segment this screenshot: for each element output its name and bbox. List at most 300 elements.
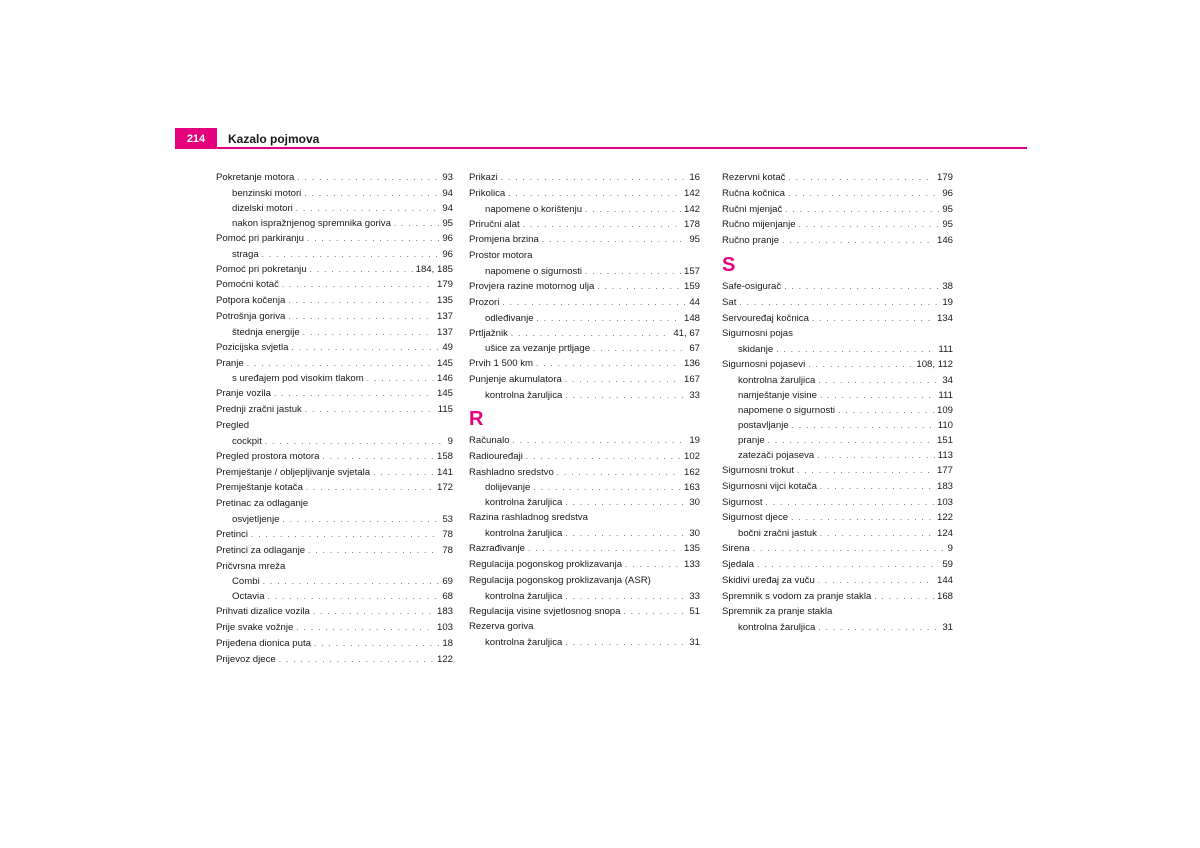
entry-page-ref: 59 xyxy=(942,558,953,570)
index-entry xyxy=(469,217,700,233)
entry-page-ref: 19 xyxy=(689,434,700,446)
index-entry xyxy=(722,295,953,311)
leader-dots xyxy=(585,202,681,217)
entry-term: Pregled xyxy=(216,419,250,431)
entry-term: Sigurnosni pojas xyxy=(722,328,793,340)
leader-dots xyxy=(818,573,934,589)
entry-term: Razina rashladnog sredstva xyxy=(469,512,588,524)
index-entry xyxy=(216,652,453,668)
entry-page-ref: 9 xyxy=(947,543,953,555)
index-entry xyxy=(469,372,700,388)
entry-term: Provjera razine motornog ulja xyxy=(469,280,595,292)
entry-term: Promjena brzina xyxy=(469,234,539,246)
entry-page-ref: 30 xyxy=(689,497,700,509)
index-entry xyxy=(469,356,700,372)
leader-dots xyxy=(565,635,686,650)
leader-dots xyxy=(322,449,434,465)
leader-dots xyxy=(874,589,934,605)
entry-term: namještanje visine xyxy=(738,389,817,401)
section-letter: R xyxy=(469,407,484,430)
leader-dots xyxy=(268,589,440,604)
entry-term: Pomoć pri parkiranju xyxy=(216,232,304,244)
leader-dots xyxy=(296,620,434,636)
entry-page-ref: 146 xyxy=(436,373,453,385)
leader-dots xyxy=(265,434,445,449)
leader-dots xyxy=(792,418,935,433)
entry-page-ref: 113 xyxy=(937,449,953,461)
entry-page-ref: 95 xyxy=(942,203,953,215)
entry-term: Combi xyxy=(232,576,260,588)
index-entry xyxy=(469,573,700,589)
entry-term: Prednji zračni jastuk xyxy=(216,404,302,416)
entry-page-ref: 136 xyxy=(683,358,700,370)
index-entry xyxy=(722,170,953,186)
entry-term: dizelski motori xyxy=(232,202,293,214)
entry-page-ref: 115 xyxy=(437,404,453,416)
entry-page-ref: 141 xyxy=(436,466,453,478)
leader-dots xyxy=(797,463,934,479)
leader-dots xyxy=(367,371,434,386)
entry-page-ref: 41, 67 xyxy=(673,327,700,339)
index-column-2 xyxy=(469,170,700,650)
entry-term: Sjedala xyxy=(722,558,755,570)
leader-dots xyxy=(282,277,434,293)
entry-page-ref: 177 xyxy=(936,464,953,476)
leader-dots xyxy=(788,186,939,202)
entry-term: Regulacija visine svjetlosnog snopa xyxy=(469,605,621,617)
index-entry xyxy=(216,293,453,309)
entry-term: kontrolna žaruljica xyxy=(738,622,816,634)
entry-page-ref: 19 xyxy=(942,296,953,308)
entry-term: kontrolna žaruljica xyxy=(485,528,563,540)
entry-page-ref: 157 xyxy=(683,265,700,277)
leader-dots xyxy=(565,526,686,541)
index-entry xyxy=(216,620,453,636)
entry-term: ušice za vezanje prtljage xyxy=(485,343,591,355)
leader-dots xyxy=(808,357,913,373)
index-entry xyxy=(722,479,953,495)
leader-dots xyxy=(508,186,681,202)
index-subentry xyxy=(216,574,453,589)
index-entry xyxy=(469,248,700,264)
leader-dots xyxy=(838,403,934,418)
header-divider xyxy=(175,147,1027,149)
entry-page-ref: 110 xyxy=(937,419,953,431)
leader-dots xyxy=(782,233,934,249)
entry-term: Prikolica xyxy=(469,187,506,199)
entry-page-ref: 122 xyxy=(436,653,453,665)
index-entry xyxy=(216,496,453,512)
entry-term: Sigurnost xyxy=(722,496,763,508)
entry-term: Prostor motora xyxy=(469,250,533,262)
index-entry xyxy=(216,465,453,481)
index-entry xyxy=(469,232,700,248)
index-subentry xyxy=(722,418,953,433)
leader-dots xyxy=(303,325,434,340)
leader-dots xyxy=(251,527,439,543)
entry-term: kontrolna žaruljica xyxy=(485,389,563,401)
index-column-1 xyxy=(216,170,453,668)
leader-dots xyxy=(791,510,934,526)
leader-dots xyxy=(820,388,935,403)
leader-dots xyxy=(766,495,934,511)
entry-page-ref: 31 xyxy=(942,622,953,634)
index-entry xyxy=(216,277,453,293)
index-subentry xyxy=(469,480,700,495)
entry-term: Potrošnja goriva xyxy=(216,310,286,322)
leader-dots xyxy=(785,202,939,218)
index-entry xyxy=(469,170,700,186)
leader-dots xyxy=(533,480,681,495)
entry-page-ref: 31 xyxy=(689,637,700,649)
entry-page-ref: 148 xyxy=(683,312,700,324)
entry-page-ref: 94 xyxy=(442,202,453,214)
entry-page-ref: 49 xyxy=(442,341,453,353)
entry-term: cockpit xyxy=(232,435,262,447)
entry-page-ref: 96 xyxy=(442,232,453,244)
entry-page-ref: 178 xyxy=(683,218,700,230)
entry-term: bočni zračni jastuk xyxy=(738,528,817,540)
entry-term: Prtljažnik xyxy=(469,327,508,339)
leader-dots xyxy=(597,279,681,295)
index-entry xyxy=(216,402,453,418)
entry-term: Premještanje kotača xyxy=(216,482,303,494)
index-entry xyxy=(469,541,700,557)
entry-term: dolijevanje xyxy=(485,482,531,494)
index-entry xyxy=(216,231,453,247)
index-subentry xyxy=(469,264,700,279)
entry-term: Pokretanje motora xyxy=(216,172,295,183)
index-entry xyxy=(722,186,953,202)
entry-term: Sirena xyxy=(722,543,750,555)
index-entry xyxy=(216,170,453,186)
entry-term: napomene o korištenju xyxy=(485,203,583,215)
index-subentry xyxy=(722,388,953,403)
entry-page-ref: 108, 112 xyxy=(916,359,953,371)
index-entry xyxy=(722,541,953,557)
leader-dots xyxy=(310,262,413,278)
entry-page-ref: 137 xyxy=(436,310,453,322)
entry-term: Ručni mjenjač xyxy=(722,203,783,215)
entry-page-ref: 44 xyxy=(689,296,700,308)
leader-dots xyxy=(313,604,434,620)
index-entry xyxy=(216,340,453,356)
leader-dots xyxy=(818,620,939,635)
entry-term: Punjenje akumulatora xyxy=(469,374,562,386)
entry-term: Pričvrsna mreža xyxy=(216,560,286,572)
leader-dots xyxy=(557,465,681,481)
entry-term: s uređajem pod visokim tlakom xyxy=(232,373,364,385)
index-entry xyxy=(469,557,700,573)
leader-dots xyxy=(306,480,434,496)
index-entry xyxy=(469,279,700,295)
leader-dots xyxy=(247,356,434,372)
index-entry xyxy=(216,636,453,652)
leader-dots xyxy=(537,311,681,326)
entry-term: Prijeđena dionica puta xyxy=(216,637,311,649)
entry-term: štednja energije xyxy=(232,326,300,338)
entry-page-ref: 168 xyxy=(936,590,953,602)
index-entry xyxy=(469,510,700,526)
index-entry xyxy=(469,326,700,342)
index-entry xyxy=(722,279,953,295)
index-subentry xyxy=(216,512,453,527)
entry-page-ref: 167 xyxy=(683,374,700,386)
entry-page-ref: 142 xyxy=(683,203,700,215)
entry-term: Pozicijska svjetla xyxy=(216,341,289,353)
leader-dots xyxy=(788,170,934,186)
entry-term: napomene o sigurnosti xyxy=(485,265,583,277)
index-subentry xyxy=(722,448,953,463)
index-subentry xyxy=(469,388,700,403)
leader-dots xyxy=(565,589,686,604)
index-entry xyxy=(216,543,453,559)
leader-dots xyxy=(565,372,681,388)
entry-term: straga xyxy=(232,248,259,260)
entry-term: Pregled prostora motora xyxy=(216,450,320,462)
entry-page-ref: 78 xyxy=(442,544,453,556)
entry-term: Računalo xyxy=(469,434,510,446)
index-subentry xyxy=(722,433,953,448)
leader-dots xyxy=(812,311,934,327)
entry-page-ref: 109 xyxy=(936,404,953,416)
entry-term: Sigurnosni pojasevi xyxy=(722,359,806,371)
leader-dots xyxy=(528,541,681,557)
entry-term: benzinski motori xyxy=(232,187,302,199)
index-entry xyxy=(722,233,953,249)
leader-dots xyxy=(288,293,434,309)
leader-dots xyxy=(820,479,934,495)
entry-term: Rashladno sredstvo xyxy=(469,466,554,478)
entry-page-ref: 93 xyxy=(442,172,453,183)
entry-term: Pranje xyxy=(216,357,244,369)
entry-term: Radiouređaji xyxy=(469,450,523,462)
entry-page-ref: 172 xyxy=(436,482,453,494)
entry-term: Skidivi uređaj za vuču xyxy=(722,574,815,586)
entry-page-ref: 96 xyxy=(942,187,953,199)
entry-term: Potpora kočenja xyxy=(216,295,286,307)
index-subentry xyxy=(469,311,700,326)
index-entry xyxy=(216,418,453,434)
index-entry xyxy=(216,527,453,543)
entry-term: Spremnik s vodom za pranje stakla xyxy=(722,590,872,602)
index-entry xyxy=(722,557,953,573)
leader-dots xyxy=(307,231,439,247)
entry-term: Prvih 1 500 km xyxy=(469,358,533,370)
entry-page-ref: 96 xyxy=(442,248,453,260)
entry-page-ref: 95 xyxy=(442,217,453,229)
entry-page-ref: 145 xyxy=(436,388,453,400)
index-entry xyxy=(722,573,953,589)
leader-dots xyxy=(593,341,686,356)
entry-term: Sigurnosni trokut xyxy=(722,464,794,476)
leader-dots xyxy=(523,217,681,233)
leader-dots xyxy=(314,636,439,652)
leader-dots xyxy=(739,295,939,311)
leader-dots xyxy=(753,541,945,557)
entry-term: osvjetljenje xyxy=(232,513,280,525)
entry-page-ref: 102 xyxy=(683,450,700,462)
leader-dots xyxy=(296,201,440,216)
index-subentry xyxy=(216,186,453,201)
index-entry xyxy=(216,449,453,465)
entry-term: odleđivanje xyxy=(485,312,534,324)
entry-term: Sigurnost djece xyxy=(722,512,789,524)
leader-dots xyxy=(526,449,681,465)
entry-page-ref: 18 xyxy=(442,637,453,649)
index-subentry xyxy=(469,202,700,217)
entry-page-ref: 144 xyxy=(936,574,953,586)
entry-page-ref: 135 xyxy=(683,543,700,555)
entry-page-ref: 159 xyxy=(683,280,700,292)
entry-term: nakon ispražnjenog spremnika goriva xyxy=(232,217,391,229)
leader-dots xyxy=(502,295,686,311)
index-entry xyxy=(469,619,700,635)
index-subentry xyxy=(216,434,453,449)
index-subentry xyxy=(216,325,453,340)
index-subentry xyxy=(722,526,953,541)
index-subentry xyxy=(216,371,453,386)
section-letter: S xyxy=(722,253,736,276)
entry-term: Ručno mijenjanje xyxy=(722,219,796,231)
entry-page-ref: 68 xyxy=(442,591,453,603)
entry-page-ref: 34 xyxy=(942,374,953,386)
index-entry xyxy=(722,217,953,233)
index-subentry xyxy=(216,247,453,262)
page-number: 214 xyxy=(175,128,217,148)
index-subentry xyxy=(722,403,953,418)
index-entry xyxy=(216,386,453,402)
index-entry xyxy=(722,326,953,342)
entry-page-ref: 103 xyxy=(936,496,953,508)
entry-term: Rezervni kotač xyxy=(722,172,786,183)
index-entry xyxy=(469,433,700,449)
entry-term: Pomoć pri pokretanju xyxy=(216,263,307,275)
leader-dots xyxy=(501,170,687,186)
entry-page-ref: 67 xyxy=(689,343,700,355)
entry-page-ref: 134 xyxy=(936,312,953,324)
index-entry xyxy=(722,589,953,605)
index-entry xyxy=(216,480,453,496)
entry-page-ref: 163 xyxy=(683,482,700,494)
entry-term: Ručna kočnica xyxy=(722,187,785,199)
leader-dots xyxy=(304,186,439,201)
entry-page-ref: 137 xyxy=(436,326,453,338)
entry-page-ref: 146 xyxy=(936,235,953,247)
entry-page-ref: 184, 185 xyxy=(415,263,453,275)
entry-term: Prihvati dizalice vozila xyxy=(216,606,310,618)
entry-page-ref: 111 xyxy=(938,344,953,356)
entry-term: kontrolna žaruljica xyxy=(485,497,563,509)
entry-page-ref: 133 xyxy=(683,558,700,570)
index-entry xyxy=(722,604,953,620)
entry-term: Sat xyxy=(722,296,737,308)
entry-page-ref: 9 xyxy=(447,435,453,447)
entry-term: Prije svake vožnje xyxy=(216,622,294,634)
entry-term: Pranje vozila xyxy=(216,388,271,400)
entry-page-ref: 122 xyxy=(936,512,953,524)
leader-dots xyxy=(288,309,434,325)
entry-term: zatezači pojaseva xyxy=(738,449,815,461)
entry-page-ref: 53 xyxy=(442,513,453,525)
entry-page-ref: 111 xyxy=(938,389,953,401)
leader-dots xyxy=(282,512,439,527)
index-entry xyxy=(722,495,953,511)
leader-dots xyxy=(536,356,681,372)
entry-term: Regulacija pogonskog proklizavanja xyxy=(469,558,623,570)
index-column-3 xyxy=(722,170,953,635)
index-entry xyxy=(722,202,953,218)
entry-page-ref: 151 xyxy=(936,434,953,446)
entry-page-ref: 95 xyxy=(942,219,953,231)
leader-dots xyxy=(625,557,681,573)
entry-page-ref: 95 xyxy=(689,234,700,246)
index-entry xyxy=(722,357,953,373)
entry-page-ref: 16 xyxy=(689,172,700,183)
entry-term: postavljanje xyxy=(738,419,789,431)
entry-page-ref: 38 xyxy=(942,280,953,292)
index-entry xyxy=(469,186,700,202)
entry-term: Rezerva goriva xyxy=(469,621,534,633)
index-entry xyxy=(469,465,700,481)
index-subentry xyxy=(469,635,700,650)
entry-page-ref: 51 xyxy=(689,605,700,617)
entry-page-ref: 30 xyxy=(689,528,700,540)
index-subentry xyxy=(469,495,700,510)
leader-dots xyxy=(768,433,934,448)
index-entry xyxy=(216,604,453,620)
index-subentry xyxy=(216,216,453,231)
leader-dots xyxy=(565,388,686,403)
entry-term: Servouređaj kočnica xyxy=(722,312,809,324)
entry-term: Prozori xyxy=(469,296,500,308)
entry-page-ref: 69 xyxy=(442,576,453,588)
leader-dots xyxy=(274,386,434,402)
index-subentry xyxy=(469,589,700,604)
index-subentry xyxy=(722,620,953,635)
leader-dots xyxy=(817,448,934,463)
entry-page-ref: 179 xyxy=(436,279,453,291)
leader-dots xyxy=(292,340,440,356)
index-subentry xyxy=(469,526,700,541)
leader-dots xyxy=(757,557,939,573)
entry-term: Ručno pranje xyxy=(722,235,780,247)
entry-page-ref: 183 xyxy=(436,606,453,618)
index-entry xyxy=(722,510,953,526)
index-entry xyxy=(469,604,700,620)
index-entry xyxy=(469,295,700,311)
entry-term: Pretinci za odlaganje xyxy=(216,544,306,556)
entry-term: Sigurnosni vijci kotača xyxy=(722,480,817,492)
leader-dots xyxy=(818,373,939,388)
entry-page-ref: 103 xyxy=(436,622,453,634)
leader-dots xyxy=(262,247,440,262)
entry-page-ref: 135 xyxy=(436,295,453,307)
leader-dots xyxy=(799,217,940,233)
leader-dots xyxy=(297,170,439,186)
entry-term: kontrolna žaruljica xyxy=(485,590,563,602)
page-title: Kazalo pojmova xyxy=(228,132,320,146)
entry-page-ref: 162 xyxy=(683,466,700,478)
entry-term: Pretinci xyxy=(216,528,248,540)
index-subentry xyxy=(216,589,453,604)
entry-page-ref: 179 xyxy=(936,172,953,183)
index-entry xyxy=(216,309,453,325)
leader-dots xyxy=(308,543,439,559)
entry-page-ref: 158 xyxy=(436,450,453,462)
leader-dots xyxy=(784,279,939,295)
entry-term: Safe-osigurač xyxy=(722,280,782,292)
